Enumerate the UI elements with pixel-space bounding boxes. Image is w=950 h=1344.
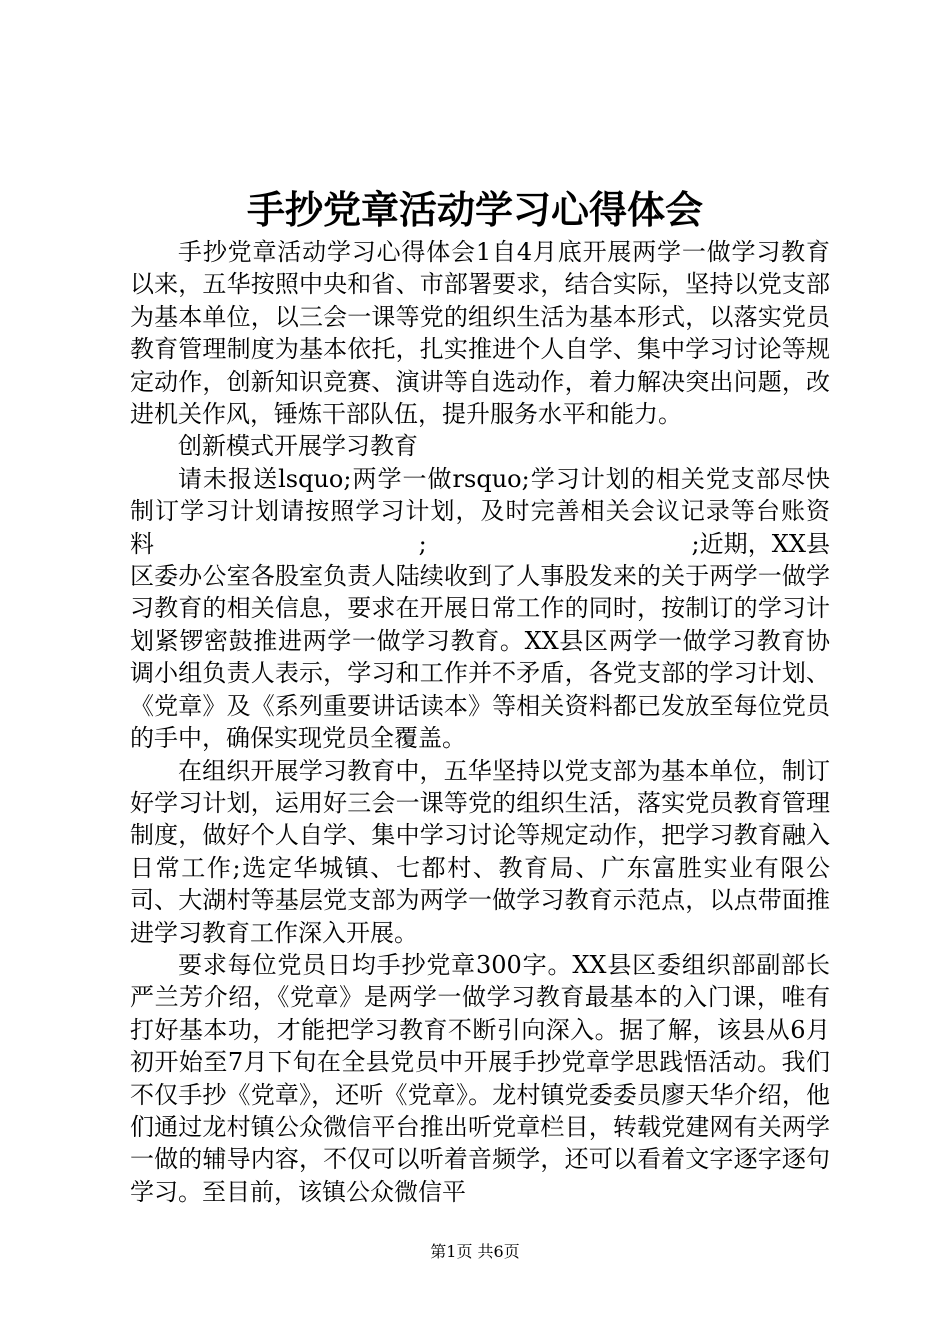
page-number-footer: 第1页 共6页 [430, 1242, 520, 1261]
document-body [130, 236, 830, 1208]
paragraph: 请未报送lsquo;两学一做rsquo;学习计划的相关党支部尽快制订学习计划请按照学习计划，及时完善相关会议记录等台账资料 ; ;近期，XX县区委办公室各股室负责人陆续收到了人事股发来的关于两学一做学习教育的相关信息，要求在开展日常工作的同时，按制订的学习计划紧锣密鼓推进两学一做学习教育。XX县区两学一做学习教育协调小组负责人表示，学习和工作并不矛盾，各党支部的学习计划、《党章》及《系列重要讲话读本》等相关资料都已发放至每位党员的手中，确保实现党员全覆盖。 [130, 464, 830, 753]
paragraph: 手抄党章活动学习心得体会1自4月底开展两学一做学习教育以来，五华按照中央和省、市部署要求，结合实际，坚持以党支部为基本单位，以三会一课等党的组织生活为基本形式，以落实党员教育管理制度为基本依托，扎实推进个人自学、集中学习讨论等规定动作，创新知识竞赛、演讲等自选动作，着力解决突出问题，改进机关作风，锤炼干部队伍，提升服务水平和能力。 [130, 238, 830, 429]
paragraph: 要求每位党员日均手抄党章300字。XX县区委组织部副部长严兰芳介绍，《党章》是两学一做学习教育最基本的入门课，唯有打好基本功，才能把学习教育不断引向深入。据了解，该县从6月初开始至7月下旬在全县党员中开展手抄党章学思践悟活动。我们不仅手抄《党章》，还听《党章》。龙村镇党委委员廖天华介绍，他们通过龙村镇公众微信平台推出听党章栏目，转载党建网有关两学一做的辅导内容，不仅可以听着音频学，还可以看着文字逐字逐句学习。至目前，该镇公众微信平 [130, 950, 830, 1206]
document-title: 手抄党章活动学习心得体会 [246, 187, 703, 232]
section-heading: 创新模式开展学习教育 [178, 432, 418, 461]
paragraph: 在组织开展学习教育中，五华坚持以党支部为基本单位，制订好学习计划，运用好三会一课等党的组织生活，落实党员教育管理制度，做好个人自学、集中学习讨论等规定动作，把学习教育融入日常工作;选定华城镇、七都村、教育局、广东富胜实业有限公司、大湖村等基层党支部为两学一做学习教育示范点，以点带面推进学习教育工作深入开展。 [130, 756, 830, 947]
